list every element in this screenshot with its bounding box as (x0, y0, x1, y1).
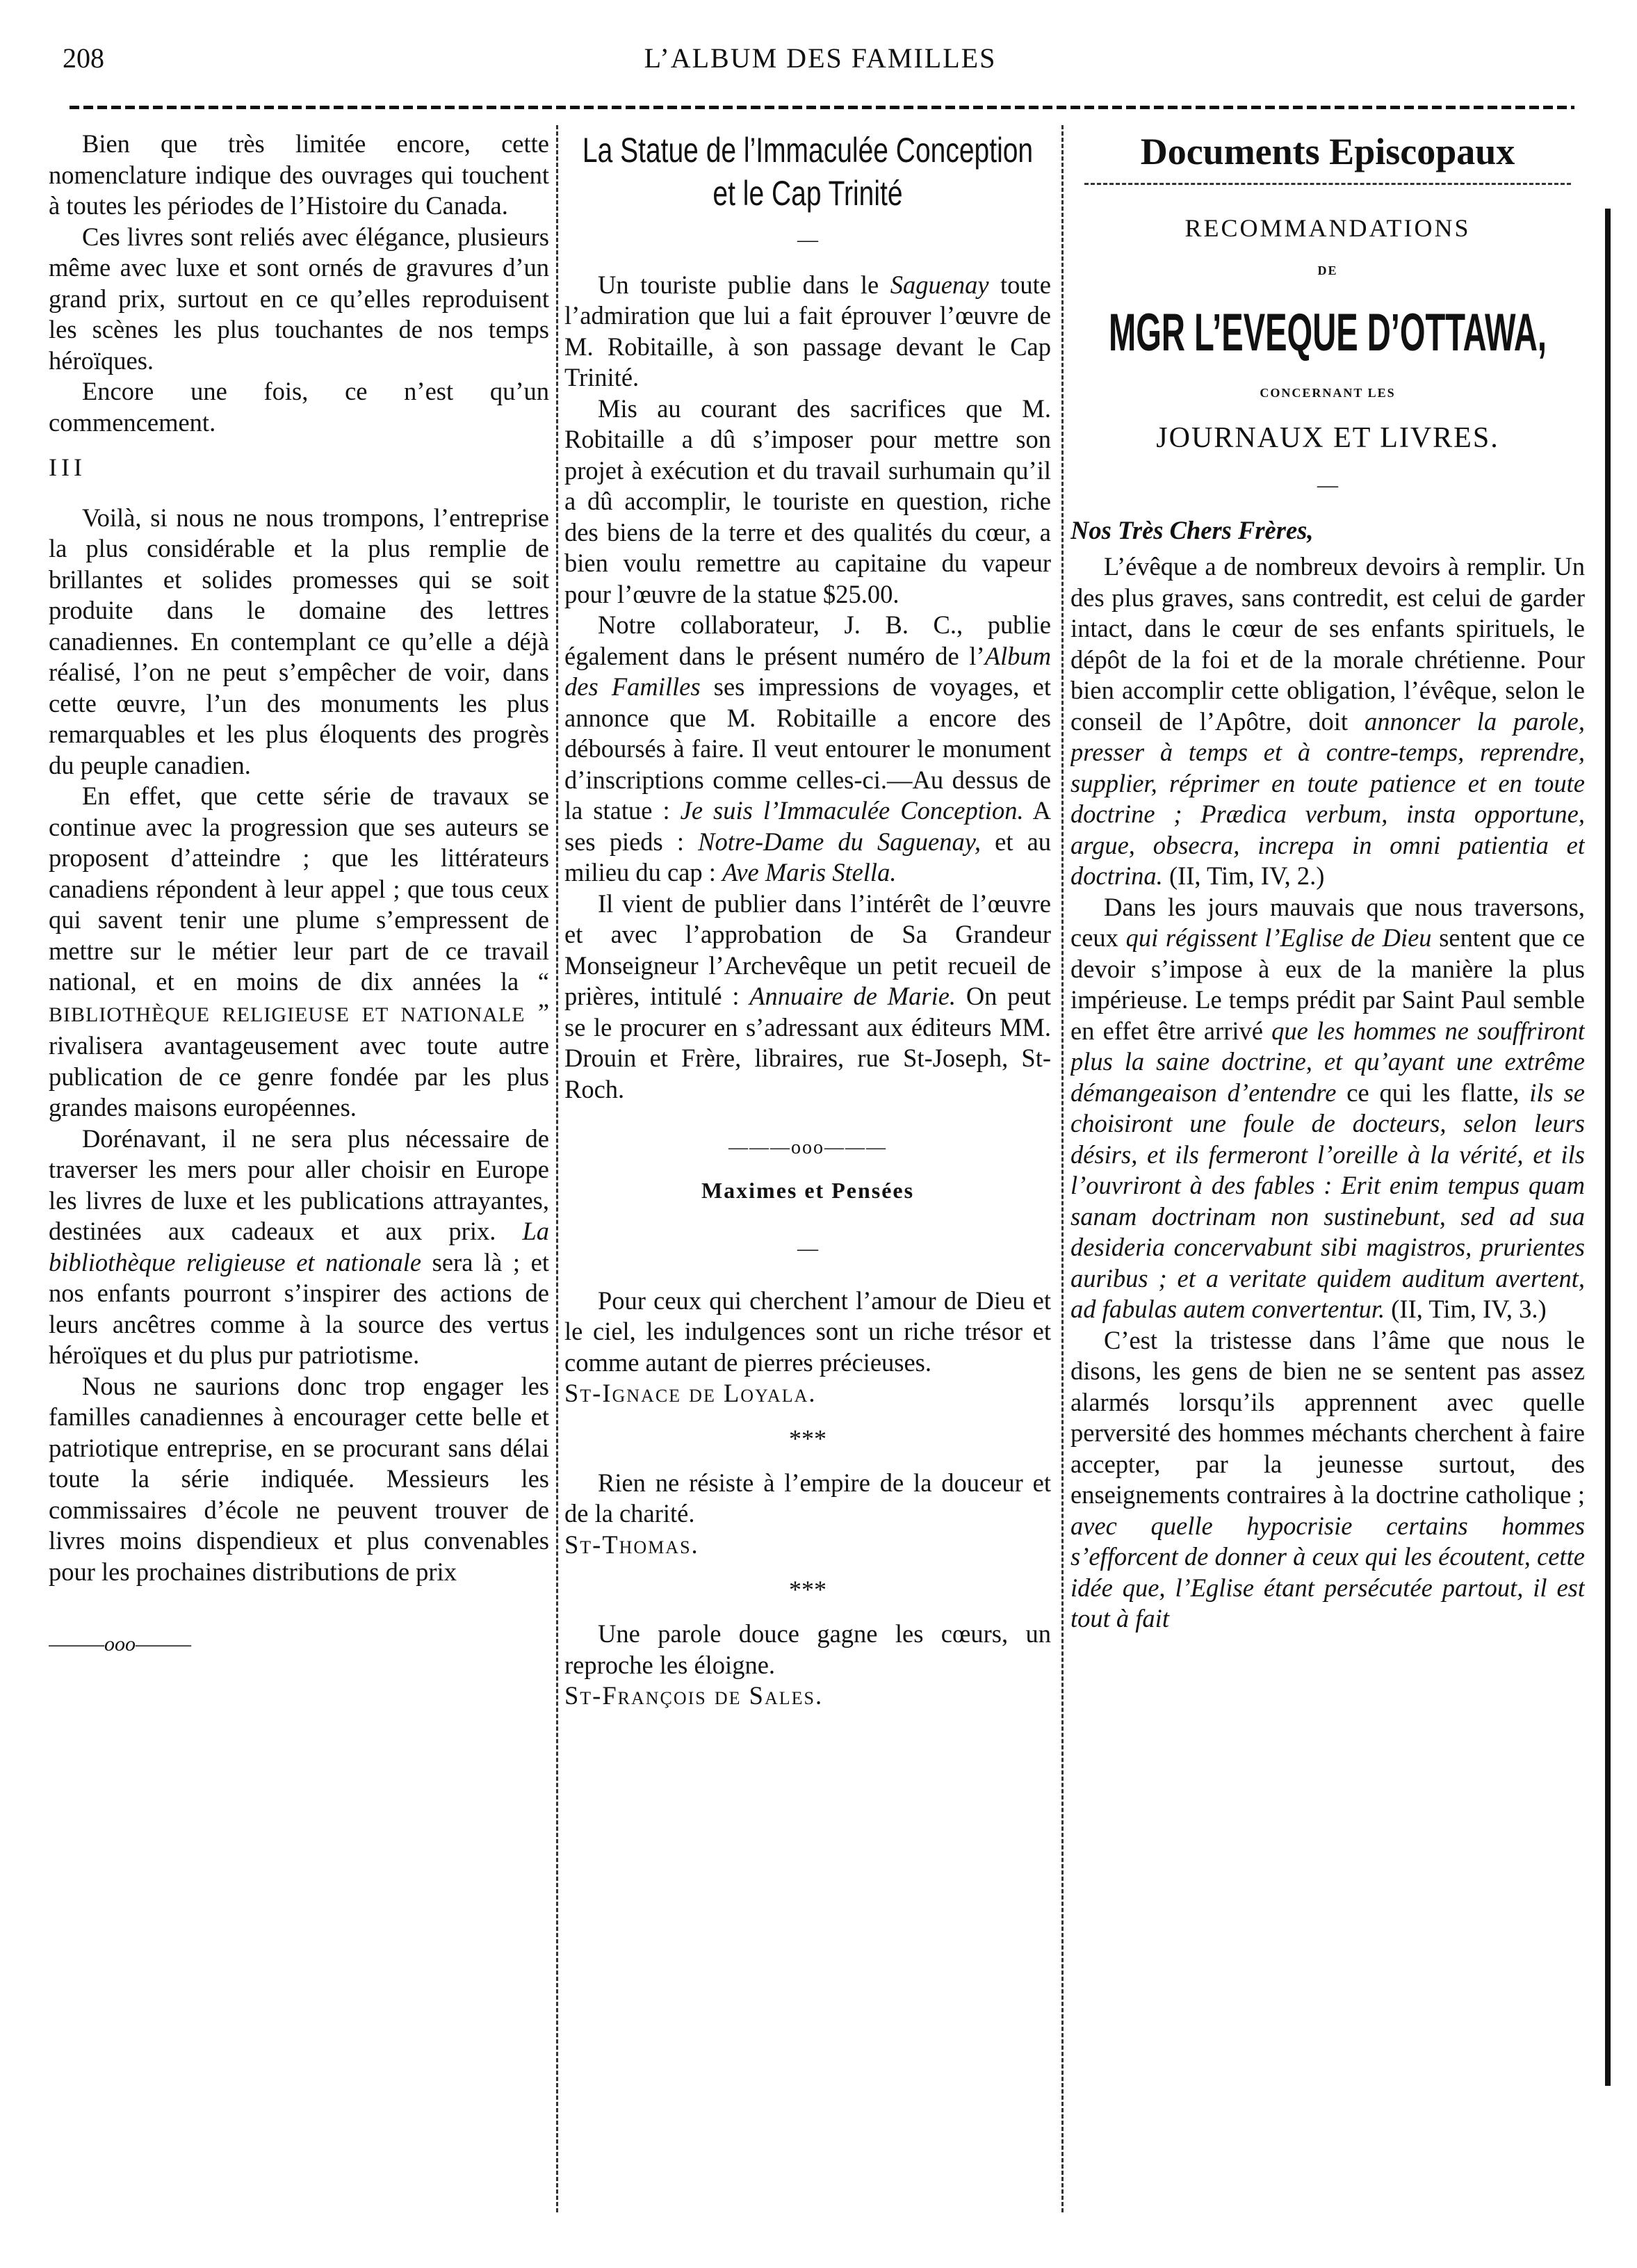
text-run: ses impressions de voyages, et annonce que M. Robitaille a encore des déboursés à faire. Il veut entourer le monument d’inscriptions comme celles-ci.—Au dessus de la statue : (564, 672, 1051, 825)
paragraph (1070, 1325, 1585, 1635)
italic-run: Notre-Dame du Saguenay, (698, 827, 982, 856)
paragraph (564, 889, 1051, 1105)
italic-run: Album des Familles (564, 641, 1051, 701)
paragraph: Nous ne saurions donc trop engager les familles canadiennes à encourager cette belle et patriotique entreprise, en se procurant sans délai toute la série indiquée. Messieurs les commissaires d’école ne peuvent trouver de livres moins dispendieux et plus convenables pour les prochaines distributions de prix (49, 1371, 549, 1586)
italic-run: ils se choisiront une foule de docteurs, selon leurs désirs, et ils fermeront l’oreille à la vérité, et ils l’ouvriront à des fables : Erit enim tempus quam sanam doctrinam non sustinebunt, sed ad sua desideria concervabunt sibi magistros, prurientes auribus ; et a veritate quidem auditum avertent, ad fabulas autem convertentur. (1070, 1078, 1585, 1323)
column-1 (49, 129, 549, 2226)
quote-attribution: St-Ignace de Loyala. (564, 1379, 817, 1407)
page-edge-shadow (1605, 209, 1611, 2086)
section-title: Documents Episcopaux (1140, 131, 1515, 172)
italic-run: La bibliothèque religieuse et nationale (49, 1217, 549, 1277)
text-run: C’est la tristesse dans l’âme que nous le disons, les gens de bien ne se sentent pas assez alarmés lorsqu’ils apprennent avec quelle perversité des hommes méchants cherchent à faire accepter, par la jeunesse surtout, des enseignements contraires à la doctrine catholique ; (1070, 1325, 1585, 1509)
text-run: Il vient de publier dans l’intérêt de l’œuvre et avec l’approbation de Sa Grandeur Monseigneur l’Archevêque un petit recueil de prières, intitulé : (564, 889, 1051, 1010)
page-header (63, 42, 1578, 97)
quote-attribution: St-François de Sales. (564, 1681, 824, 1710)
running-title: L’ALBUM DES FAMILLES (644, 42, 997, 74)
text-run: Dorénavant, il ne sera plus nécessaire de traverser les mers pour aller choisir en Europe les livres de luxe et les publications attrayantes, destinées aux cadeaux et aux prix. (49, 1124, 549, 1245)
paragraph: Voilà, si nous ne nous trompons, l’entreprise la plus considérable et la plus remplie de brillantes et solides promesses qui se soit produite dans le domaine des lettres canadiennes. En contemplant ce qu’elle a déjà réalisé, l’on ne peut s’empêcher de voir, dans cette œuvre, l’un des monuments les plus remarquables et les plus éloquents des progrès du peuple canadien. (49, 503, 549, 779)
text-run: Dans les jours mauvais que nous traversons, ceux (1070, 892, 1585, 952)
salutation: Nos Très Chers Frères, (1070, 515, 1314, 544)
journaux-heading: JOURNAUX ET LIVRES. (1156, 421, 1499, 454)
column-2 (564, 129, 1051, 2226)
quote: Pour ceux qui cherchent l’amour de Dieu et le ciel, les indulgences sont un riche trésor et comme autant de pierres précieuses. (564, 1286, 1051, 1377)
page-number: 208 (63, 42, 104, 74)
header-rule (70, 106, 1574, 109)
section-number: III (49, 453, 86, 481)
series-name: BIBLIOTHÈQUE RELIGIEUSE ET NATIONALE (49, 1003, 526, 1026)
italic-run: Annuaire de Marie. (749, 982, 956, 1010)
concernant-label: CONCERNANT LES (1260, 386, 1396, 400)
paragraph (564, 270, 1051, 394)
text-run: ” rivalisera avantageusement avec toute autre publication de ce genre fondée par les plus grandes maisons européennes. (49, 998, 549, 1121)
text-run: L’évêque a de nombreux devoirs à remplir. Un des plus graves, sans contredit, est celui de garder intact, dans le cœur de ses enfants spirituels, le dépôt de la foi et de la morale chrétienne. Pour bien accomplir cette obligation, l’évêque, selon le conseil de l’Apôtre, doit (1070, 552, 1585, 736)
text-run: A ses pieds : (564, 796, 1051, 856)
column-divider-2 (1061, 125, 1064, 2212)
reference: (II, Tim, IV, 2.) (1168, 861, 1325, 890)
italic-run: qui régissent l’Eglise de Dieu (1125, 923, 1432, 952)
maximes-title: Maximes et Pensées (701, 1177, 915, 1203)
italic-run: annoncer la parole, presser à temps et à contre-temps, reprendre, supplier, réprimer en toute patience et en toute doctrine ; Prædica verbum, insta opportune, argue, obsecra, increpa in omni patientia et doctrina. (1070, 706, 1585, 890)
paragraph: Ces livres sont reliés avec élégance, plusieurs même avec luxe et sont ornés de gravures d’un grand prix, surtout en ce qu’elles reproduisent les scènes les plus touchantes de nos temps héroïques. (49, 222, 549, 375)
quote-attribution: St-Thomas. (564, 1530, 699, 1559)
italic-run: Ave Maris Stella. (722, 858, 897, 886)
text-run: En effet, que cette série de travaux se continue avec la progression que ses auteurs se proposent d’atteindre ; que les littérateurs canadiens répondent à leur appel ; que tous ceux qui savent tenir une plume s’empressent de mettre sur le métier leur part de ce travail national, et en moins de dix années la “ (49, 781, 549, 996)
paragraph (1070, 892, 1585, 1325)
italic-run: Je suis l’Immaculée Conception. (680, 796, 1024, 825)
text-run: sera là ; et nos enfants pourront s’inspirer des actions de leurs ancêtres comme à la source des vertus héroïques et du plus pur patriotisme. (49, 1247, 549, 1369)
asterism: *** (789, 1424, 826, 1452)
text-run: On peut se le procurer en s’adressant aux éditeurs MM. Drouin et Frère, libraires, rue St-Joseph, St-Roch. (564, 982, 1051, 1103)
de-label: DE (1317, 263, 1338, 277)
maximes-dash: — (797, 1237, 818, 1260)
text-run: Notre collaborateur, J. B. C., publie également dans le présent numéro de l’ (564, 610, 1051, 670)
end-separator: ———ooo——— (49, 1633, 192, 1655)
paragraph (49, 781, 549, 1124)
italic-run: avec quelle hypocrisie certains hommes s’efforcent de donner à ceux qui les écoutent, cette idée que, l’Eglise étant persécutée partout, il est tout à fait (1070, 1511, 1585, 1633)
paragraph (1070, 551, 1585, 892)
asterism: *** (789, 1576, 826, 1603)
paragraph (49, 1124, 549, 1371)
quote: Une parole douce gagne les cœurs, un reproche les éloigne. (564, 1619, 1051, 1679)
italic-run: Saguenay (890, 270, 989, 299)
title-dash: — (797, 228, 818, 251)
paragraph: Encore une fois, ce n’est qu’un commencement. (49, 377, 549, 437)
column-divider-1 (556, 125, 558, 2212)
text-run: sentent que ce devoir s’impose à eux de la manière la plus impérieuse. Le temps prédit par Saint Paul semble en effet être arrivé (1070, 923, 1585, 1045)
text-run: Un touriste publie dans le (598, 270, 879, 299)
title-rule (1084, 183, 1571, 185)
text-run: et au milieu du cap : (564, 827, 1051, 886)
text-run: toute l’admiration que lui a fait éprouver l’œuvre de M. Robitaille, à son passage devant le Cap Trinité. (564, 270, 1051, 391)
heading-dash: — (1317, 473, 1338, 496)
reference: (II, Tim, IV, 3.) (1391, 1295, 1547, 1323)
paragraph: Mis au courant des sacrifices que M. Robitaille a dû s’imposer pour mettre son projet à exécution et du travail surhumain qu’il a dû accomplir, le touriste en question, riche des biens de la terre et des qualités du cœur, a bien voulu remettre au capitaine du vapeur pour l’œuvre de la statue $25.00. (564, 394, 1051, 608)
text-run: ce qui les flatte, (1346, 1078, 1520, 1107)
quote: Rien ne résiste à l’empire de la douceur et de la charité. (564, 1468, 1051, 1528)
column-3 (1070, 129, 1585, 2226)
article-title: La Statue de l’Immaculée Conception et le Cap Trinité (582, 131, 1034, 213)
italic-run: que les hommes ne souffriront plus la saine doctrine, et qu’ayant une extrême démangeaison d’entendre (1070, 1016, 1585, 1107)
bishop-heading: MGR L’EVEQUE D’OTTAWA, (1108, 303, 1547, 362)
recommandations-heading: RECOMMANDATIONS (1184, 214, 1471, 242)
paragraph (564, 610, 1051, 889)
paragraph: Bien que très limitée encore, cette nomenclature indique des ouvrages qui touchent à toutes les périodes de l’Histoire du Canada. (49, 129, 549, 220)
section-separator: ———ooo——— (728, 1137, 887, 1158)
